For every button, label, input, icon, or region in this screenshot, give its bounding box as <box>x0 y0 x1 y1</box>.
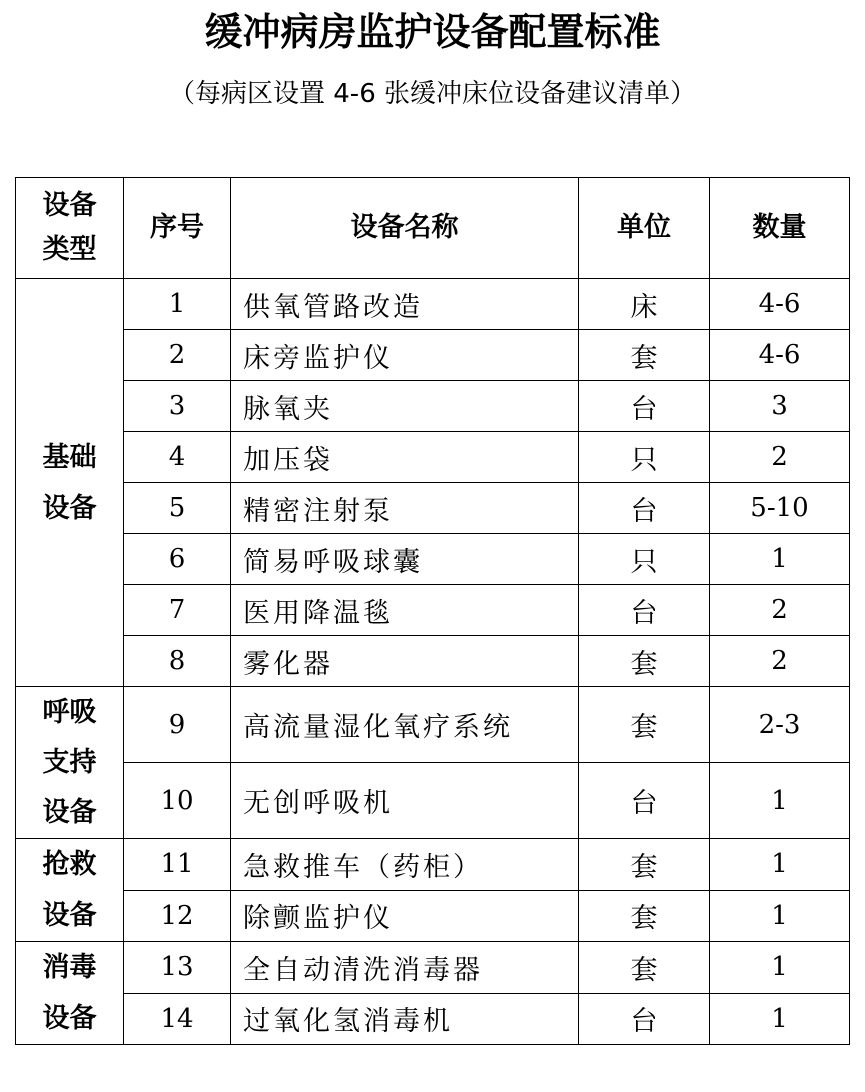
table-row <box>16 636 850 687</box>
row-index: 6 <box>124 534 231 585</box>
type-line: 设备 <box>42 492 97 524</box>
row-unit: 套 <box>579 687 710 763</box>
row-quantity: 2 <box>710 636 850 687</box>
header-unit: 单位 <box>579 178 710 279</box>
row-unit: 套 <box>579 839 710 891</box>
row-name: 无创呼吸机 <box>231 763 579 839</box>
row-unit: 只 <box>579 534 710 585</box>
row-quantity: 2-3 <box>710 687 850 763</box>
row-index: 8 <box>124 636 231 687</box>
header-type-line: 类型 <box>42 234 97 265</box>
row-name: 高流量湿化氧疗系统 <box>231 687 579 763</box>
table-row <box>16 381 850 432</box>
row-name: 简易呼吸球囊 <box>231 534 579 585</box>
row-name: 精密注射泵 <box>231 483 579 534</box>
header-type-line: 设备 <box>42 190 97 221</box>
row-name: 脉氧夹 <box>231 381 579 432</box>
equipment-table <box>15 177 850 1045</box>
document-subtitle: （每病区设置 4-6 张缓冲床位设备建议清单） <box>169 79 696 109</box>
equipment-type-cell <box>16 839 124 942</box>
row-unit: 台 <box>579 763 710 839</box>
type-line: 设备 <box>42 900 97 931</box>
row-quantity: 1 <box>710 534 850 585</box>
row-quantity: 4-6 <box>710 279 850 330</box>
header-quantity: 数量 <box>710 178 850 279</box>
table-row <box>16 534 850 585</box>
type-line: 设备 <box>42 796 97 828</box>
table-row <box>16 942 850 994</box>
row-unit: 台 <box>579 483 710 534</box>
row-name: 除颤监护仪 <box>231 890 579 942</box>
document-title: 缓冲病房监护设备配置标准 <box>204 10 661 54</box>
row-index: 10 <box>124 763 231 839</box>
table-row <box>16 585 850 636</box>
row-unit: 床 <box>579 279 710 330</box>
row-unit: 只 <box>579 432 710 483</box>
type-line: 基础 <box>42 441 97 473</box>
table-row <box>16 763 850 839</box>
type-line: 设备 <box>42 1003 97 1034</box>
equipment-type-cell <box>16 687 124 839</box>
row-index: 1 <box>124 279 231 330</box>
row-quantity: 1 <box>710 839 850 891</box>
row-unit: 台 <box>579 381 710 432</box>
row-quantity: 5-10 <box>710 483 850 534</box>
row-index: 12 <box>124 890 231 942</box>
row-name: 加压袋 <box>231 432 579 483</box>
table-row <box>16 993 850 1045</box>
row-index: 2 <box>124 330 231 381</box>
equipment-type-cell <box>16 279 124 687</box>
row-unit: 套 <box>579 942 710 994</box>
table-row <box>16 839 850 891</box>
row-unit: 台 <box>579 585 710 636</box>
row-quantity: 2 <box>710 585 850 636</box>
equipment-type-cell <box>16 942 124 1045</box>
row-name: 急救推车（药柜） <box>231 839 579 891</box>
type-line: 呼吸 <box>42 696 97 728</box>
row-unit: 台 <box>579 993 710 1045</box>
row-quantity: 1 <box>710 763 850 839</box>
row-quantity: 3 <box>710 381 850 432</box>
row-index: 5 <box>124 483 231 534</box>
row-unit: 套 <box>579 636 710 687</box>
row-name: 过氧化氢消毒机 <box>231 993 579 1045</box>
row-name: 医用降温毯 <box>231 585 579 636</box>
row-index: 11 <box>124 839 231 891</box>
table-row <box>16 432 850 483</box>
header-index: 序号 <box>124 178 231 279</box>
row-name: 供氧管路改造 <box>231 279 579 330</box>
row-quantity: 4-6 <box>710 330 850 381</box>
type-line: 支持 <box>42 746 97 778</box>
row-index: 14 <box>124 993 231 1045</box>
row-unit: 套 <box>579 330 710 381</box>
table-row <box>16 890 850 942</box>
row-name: 床旁监护仪 <box>231 330 579 381</box>
row-name: 全自动清洗消毒器 <box>231 942 579 994</box>
row-name: 雾化器 <box>231 636 579 687</box>
row-index: 3 <box>124 381 231 432</box>
table-row <box>16 330 850 381</box>
row-quantity: 1 <box>710 993 850 1045</box>
row-index: 13 <box>124 942 231 994</box>
row-quantity: 2 <box>710 432 850 483</box>
type-line: 消毒 <box>42 952 97 983</box>
header-equipment-type <box>16 178 124 279</box>
row-index: 9 <box>124 687 231 763</box>
header-name: 设备名称 <box>231 178 579 279</box>
table-row <box>16 483 850 534</box>
table-row <box>16 279 850 330</box>
row-quantity: 1 <box>710 942 850 994</box>
table-row <box>16 687 850 763</box>
table-header-row <box>16 178 850 279</box>
row-quantity: 1 <box>710 890 850 942</box>
row-index: 4 <box>124 432 231 483</box>
type-line: 抢救 <box>42 849 97 880</box>
row-unit: 套 <box>579 890 710 942</box>
row-index: 7 <box>124 585 231 636</box>
